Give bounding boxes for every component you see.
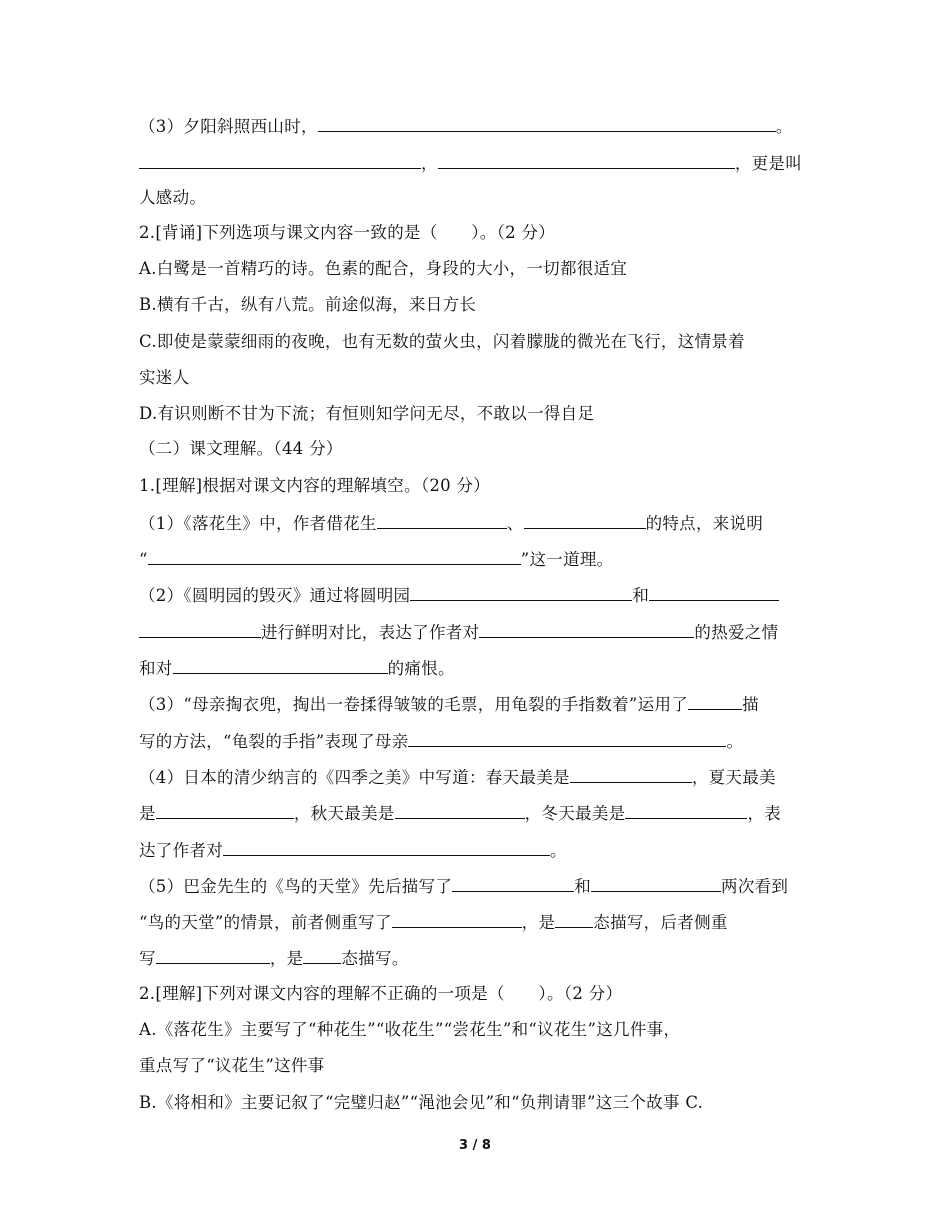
answer-blank[interactable]	[479, 619, 694, 638]
text: （5）巴金先生的《鸟的天堂》先后描写了	[139, 877, 453, 896]
text: “	[139, 550, 148, 569]
q1-1-line-1	[139, 510, 763, 536]
text: ，冬天最美是	[524, 804, 626, 823]
text: 是	[139, 804, 156, 823]
text: 描	[742, 695, 759, 714]
answer-blank[interactable]	[438, 150, 735, 169]
text: 。	[775, 117, 793, 136]
q1-4-line-3	[139, 837, 567, 863]
q2-option-c-cont: 实迷人	[139, 368, 190, 387]
q1-5-line-1	[139, 873, 788, 899]
text: （3）“母亲掏衣兜，掏出一卷揉得皱皱的毛票，用龟裂的手指数着”运用了	[139, 695, 689, 714]
answer-blank[interactable]	[139, 619, 261, 638]
text: “鸟的天堂”的情景，前者侧重写了	[139, 913, 392, 932]
answer-blank[interactable]	[408, 728, 726, 747]
s2-q2-option-a-cont: 重点写了“议花生”这件事	[139, 1056, 325, 1075]
answer-blank[interactable]	[410, 582, 632, 601]
answer-blank[interactable]	[223, 837, 550, 856]
text: ，夏天最美	[691, 768, 776, 787]
q2-option-d[interactable]: D.有识则断不甘为下流；有恒则知学问无尽，不敢以一得自足	[139, 404, 595, 423]
text: ，更是叫	[734, 154, 803, 173]
text: ，	[421, 154, 438, 173]
text: （2）《圆明园的毁灭》通过将圆明园	[139, 586, 411, 605]
text: 的热爱之情	[694, 623, 779, 642]
q1-3-line-1	[139, 691, 759, 717]
text: 达了作者对	[139, 841, 223, 860]
answer-blank[interactable]	[148, 546, 521, 565]
text: 写的方法，“龟裂的手指”表现了母亲	[139, 732, 409, 751]
answer-blank[interactable]	[173, 655, 388, 674]
text: 和对	[139, 659, 173, 678]
s2-q2-option-a[interactable]: A.《落花生》主要写了“种花生”“收花生”“尝花生”和“议花生”这几件事，	[139, 1020, 681, 1039]
q1-stem: 1.[理解]根据对课文内容的理解填空。（20 分）	[139, 476, 491, 495]
text: 写	[139, 949, 156, 968]
answer-blank[interactable]	[139, 150, 421, 169]
answer-blank[interactable]	[570, 764, 692, 783]
text: ，是	[521, 913, 556, 932]
text: 两次看到	[721, 877, 789, 896]
answer-blank[interactable]	[591, 873, 721, 892]
q1-5-line-2	[139, 909, 728, 935]
q2-stem: 2.[背诵]下列选项与课文内容一致的是（ ）。（2 分）	[139, 223, 556, 242]
q3-line-2	[139, 150, 802, 176]
text: 、	[506, 514, 524, 533]
answer-blank[interactable]	[452, 873, 574, 892]
q1-2-line-2	[139, 619, 778, 645]
q1-4-line-2	[139, 800, 781, 826]
text: 人感动。	[139, 188, 207, 207]
q3-line-1	[139, 113, 793, 139]
answer-blank[interactable]	[318, 113, 776, 132]
text: 进行鲜明对比，表达了作者对	[261, 623, 480, 642]
q2-option-c[interactable]: C.即使是蒙蒙细雨的夜晚，也有无数的萤火虫，闪着朦胧的微光在飞行，这情景着	[139, 332, 745, 351]
q1-4-line-1	[139, 764, 776, 790]
text: （1）《落花生》中，作者借花生	[139, 514, 377, 533]
text: 态描写。	[341, 949, 409, 968]
text: 。	[550, 841, 567, 860]
text: 的痛恨。	[387, 659, 455, 678]
answer-blank[interactable]	[392, 909, 522, 928]
q3-line-3	[139, 186, 206, 210]
text: （3）夕阳斜照西山时，	[139, 117, 318, 136]
text: 和	[632, 586, 650, 605]
answer-blank[interactable]	[555, 909, 593, 928]
text: （4）日本的清少纳言的《四季之美》中写道：春天最美是	[139, 768, 570, 787]
text: 的特点，来说明	[645, 514, 764, 533]
q2-option-b[interactable]: B.横有千古，纵有八荒。前途似海，来日方长	[139, 295, 477, 314]
page-number: 3 / 8	[459, 1138, 491, 1153]
text: ，表	[747, 804, 782, 823]
text: ，秋天最美是	[293, 804, 395, 823]
text: 态描写，后者侧重	[593, 913, 728, 932]
text: 。	[726, 732, 744, 751]
q1-1-line-2	[139, 546, 614, 572]
q2-option-a[interactable]: A.白鹭是一首精巧的诗。色素的配合，身段的大小，一切都很适宜	[139, 259, 628, 278]
q1-2-line-3	[139, 655, 455, 681]
section-heading: （二）课文理解。（44 分）	[139, 439, 343, 458]
answer-blank[interactable]	[625, 800, 747, 819]
answer-blank[interactable]	[688, 691, 742, 710]
q1-5-line-3	[139, 945, 409, 971]
answer-blank[interactable]	[303, 945, 341, 964]
text: ，是	[269, 949, 304, 968]
answer-blank[interactable]	[156, 800, 294, 819]
text: 和	[574, 877, 592, 896]
answer-blank[interactable]	[395, 800, 525, 819]
answer-blank[interactable]	[377, 510, 507, 529]
s2-q2-stem: 2.[理解]下列对课文内容的理解不正确的一项是（ ）。（2 分）	[139, 984, 623, 1003]
s2-q2-option-b[interactable]: B.《将相和》主要记叙了“完璧归赵”“渑池会见”和“负荆请罪”这三个故事 C.	[139, 1093, 704, 1112]
answer-blank[interactable]	[156, 945, 270, 964]
answer-blank[interactable]	[649, 582, 779, 601]
text: ”这一道理。	[520, 550, 614, 569]
q1-2-line-1	[139, 582, 779, 608]
q1-3-line-2	[139, 728, 743, 754]
answer-blank[interactable]	[524, 510, 646, 529]
